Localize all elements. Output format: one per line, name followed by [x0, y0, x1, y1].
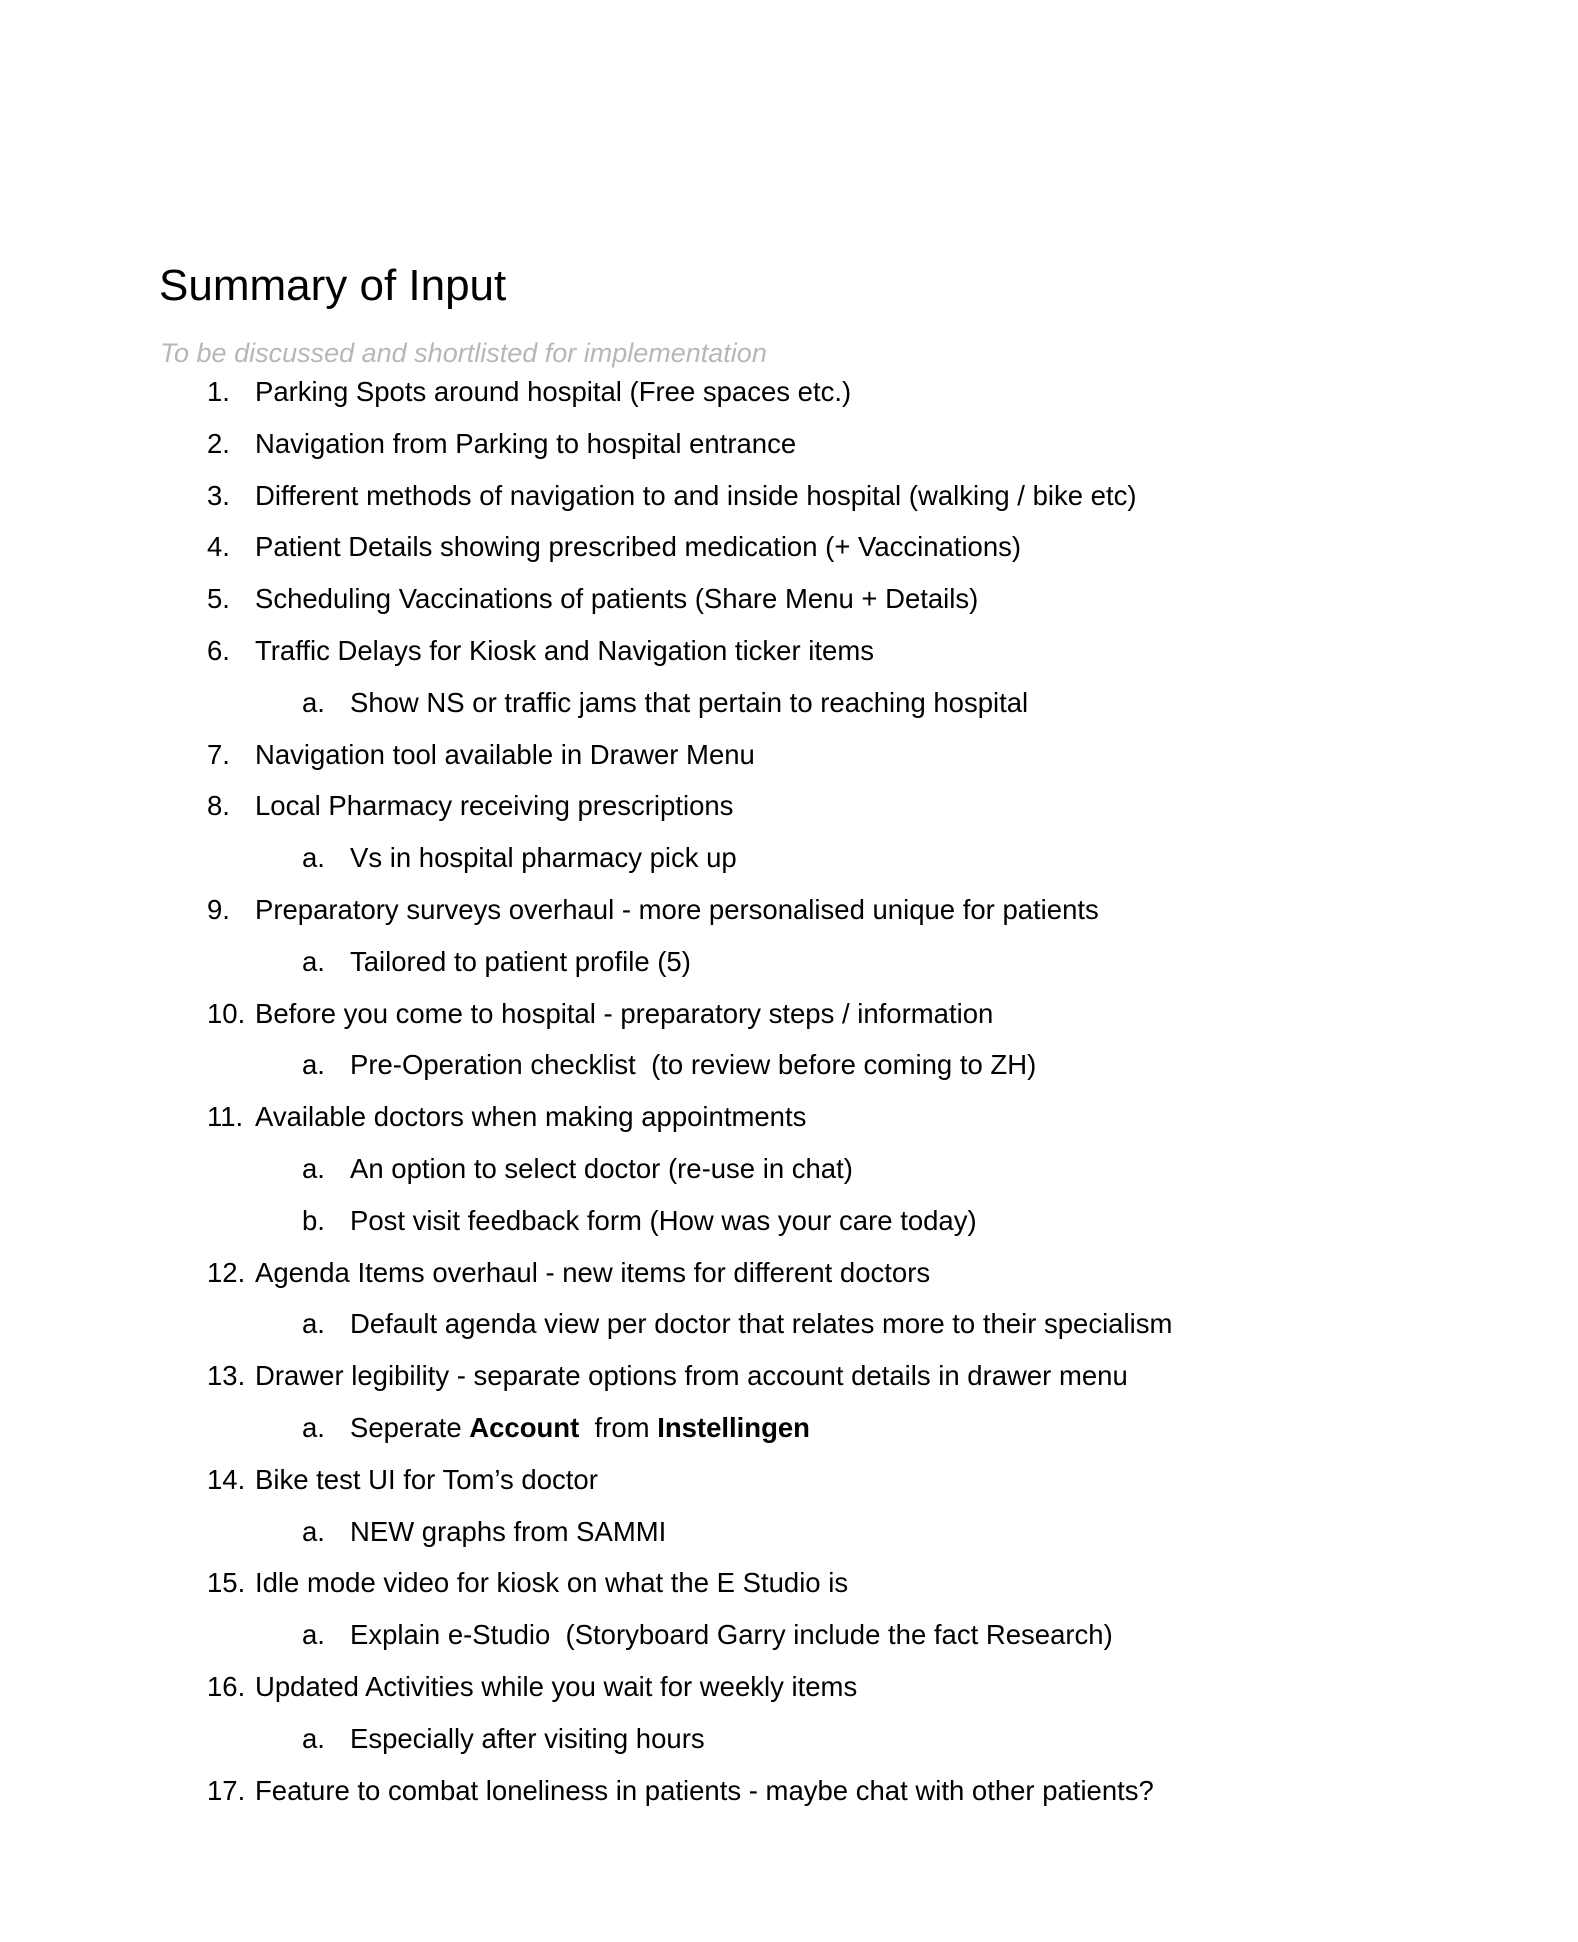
list-item	[0, 1565, 1578, 1617]
sub-list-item	[0, 1047, 1578, 1099]
list-marker: b.	[302, 1204, 325, 1236]
bold-text: Account	[469, 1411, 580, 1443]
list-item-text: Available doctors when making appointments	[255, 1101, 807, 1133]
list-item-text: Vs in hospital pharmacy pick up	[350, 842, 737, 874]
list-item-text: Explain e-Studio (Storyboard Garry include the fact Research)	[350, 1619, 1113, 1651]
list-marker: 7.	[207, 738, 230, 770]
list-item-text: Traffic Delays for Kiosk and Navigation ticker items	[255, 634, 874, 666]
list-item-text: Scheduling Vaccinations of patients (Share Menu + Details)	[255, 583, 979, 615]
list-marker: 13.	[207, 1360, 246, 1392]
sub-list-item	[0, 1617, 1578, 1669]
sub-list-item	[0, 1514, 1578, 1566]
list-marker: 4.	[207, 531, 230, 563]
list-marker: 11.	[207, 1101, 244, 1133]
list-item-text: Updated Activities while you wait for weekly items	[255, 1670, 858, 1702]
sub-list-item	[0, 1151, 1578, 1203]
list-marker: 17.	[207, 1774, 246, 1806]
list-marker: 10.	[207, 997, 246, 1029]
document-subtitle: To be discussed and shortlisted for implementation	[160, 338, 767, 368]
sub-list-item	[0, 1203, 1578, 1255]
list-item-text	[350, 1410, 810, 1446]
list-item-text: Tailored to patient profile (5)	[350, 945, 691, 977]
list-item-text: Idle mode video for kiosk on what the E Studio is	[255, 1567, 849, 1599]
list-marker: a.	[302, 1619, 325, 1651]
list-item	[0, 1773, 1578, 1825]
list-marker: 6.	[207, 634, 230, 666]
list-item	[0, 788, 1578, 840]
list-item-text: Default agenda view per doctor that relates more to their specialism	[350, 1308, 1173, 1340]
text-segment: Seperate	[350, 1411, 470, 1443]
list-marker: 1.	[207, 376, 230, 407]
sub-list-item	[0, 840, 1578, 892]
list-item	[0, 633, 1578, 685]
list-marker: 9.	[207, 893, 230, 925]
list-item-text: Post visit feedback form (How was your care today)	[350, 1204, 977, 1236]
list-item-text: Navigation tool available in Drawer Menu	[255, 738, 755, 770]
list-item	[0, 1099, 1578, 1151]
list-marker: 5.	[207, 583, 230, 615]
list-item-text: Especially after visiting hours	[350, 1722, 705, 1754]
list-marker: 3.	[207, 479, 230, 511]
summary-list	[0, 374, 1578, 1824]
list-marker: a.	[302, 1308, 325, 1340]
list-item	[0, 892, 1578, 944]
list-item-text: Different methods of navigation to and inside hospital (walking / bike etc)	[255, 479, 1137, 511]
list-item	[0, 426, 1578, 478]
bold-text: Instellingen	[657, 1411, 810, 1443]
list-marker: 16.	[207, 1670, 246, 1702]
list-marker: a.	[302, 1722, 325, 1754]
list-item-text: Patient Details showing prescribed medication (+ Vaccinations)	[255, 531, 1022, 563]
list-item-text: Before you come to hospital - preparatory steps / information	[255, 997, 994, 1029]
list-item	[0, 1255, 1578, 1307]
list-item-text: NEW graphs from SAMMI	[350, 1515, 667, 1547]
list-marker: 2.	[207, 427, 230, 459]
list-marker: a.	[302, 945, 325, 977]
text-segment: from	[579, 1411, 658, 1443]
list-item	[0, 529, 1578, 581]
list-item	[0, 996, 1578, 1048]
list-item-text: Local Pharmacy receiving prescriptions	[255, 790, 734, 822]
list-item-text: Bike test UI for Tom’s doctor	[255, 1463, 598, 1495]
sub-list-item	[0, 944, 1578, 996]
list-marker: 8.	[207, 790, 230, 822]
list-marker: 15.	[207, 1567, 246, 1599]
sub-list-item	[0, 685, 1578, 737]
list-item-text: Preparatory surveys overhaul - more personalised unique for patients	[255, 893, 1099, 925]
list-item	[0, 374, 1578, 426]
list-item	[0, 1358, 1578, 1410]
list-item-text: Parking Spots around hospital (Free spaces etc.)	[255, 376, 852, 407]
list-item-text: An option to select doctor (re-use in chat)	[350, 1152, 853, 1184]
list-marker: a.	[302, 1515, 325, 1547]
list-item-text: Agenda Items overhaul - new items for different doctors	[255, 1256, 931, 1288]
list-item-text: Drawer legibility - separate options from account details in drawer menu	[255, 1360, 1128, 1392]
list-marker: a.	[302, 686, 325, 718]
list-item-text: Pre-Operation checklist (to review before coming to ZH)	[350, 1049, 1037, 1081]
list-marker: a.	[302, 1152, 325, 1184]
document-title: Summary of Input	[159, 261, 507, 310]
sub-list-item	[0, 1410, 1578, 1462]
sub-list-item	[0, 1721, 1578, 1773]
list-marker: 14.	[207, 1463, 246, 1495]
list-item	[0, 737, 1578, 789]
list-item-text: Feature to combat loneliness in patients - maybe chat with other patients?	[255, 1774, 1154, 1806]
list-item-text: Navigation from Parking to hospital entrance	[255, 427, 797, 459]
list-marker: a.	[302, 842, 325, 874]
list-item	[0, 581, 1578, 633]
list-item	[0, 1669, 1578, 1721]
sub-list-item	[0, 1306, 1578, 1358]
list-item	[0, 1462, 1578, 1514]
list-item-text: Show NS or traffic jams that pertain to reaching hospital	[350, 686, 1029, 718]
list-item	[0, 478, 1578, 530]
list-marker: a.	[302, 1049, 325, 1081]
list-marker: 12.	[207, 1256, 246, 1288]
list-marker: a.	[302, 1411, 325, 1443]
